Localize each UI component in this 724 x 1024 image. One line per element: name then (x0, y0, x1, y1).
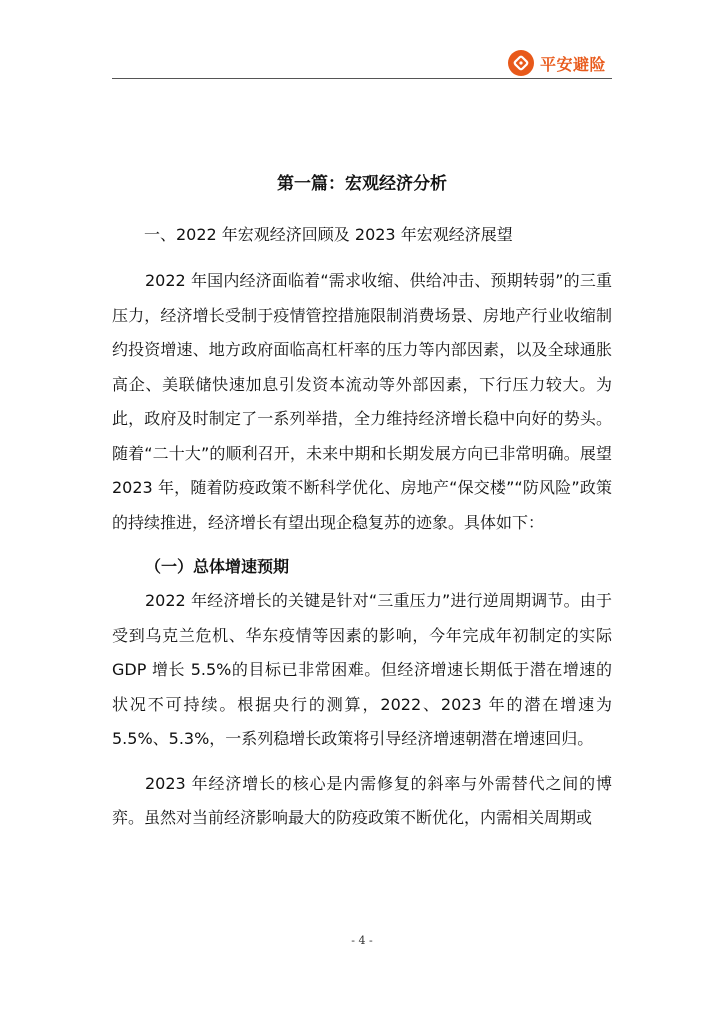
brand-name: 平安避险 (540, 54, 607, 74)
paragraph-2022-growth: 2022 年经济增长的关键是针对“三重压力”进行逆周期调节。由于受到乌克兰危机、华东疫情等因素的影响，今年完成年初制定的实际 GDP 增长 5.5%的目标已非常困难。但经济增速长期低于潜在增速的状况不可持续。根据央行的测算，2022、2023 年的潜在增速为 5.5%、5.3%，一系列稳增长政策将引导经济增速朝潜在增速回归。 (112, 591, 612, 748)
subheading-growth-expectation: （一）总体增速预期 (145, 557, 290, 576)
document-body (112, 168, 612, 846)
header-logo (508, 50, 606, 76)
brand-logo-icon (508, 50, 534, 76)
page-number: - 4 - (351, 934, 373, 947)
chapter-title: 第一篇：宏观经济分析 (277, 174, 447, 194)
section-heading: 一、2022 年宏观经济回顾及 2023 年宏观经济展望 (144, 225, 513, 244)
paragraph-overview: 2022 年国内经济面临着“需求收缩、供给冲击、预期转弱”的三重压力，经济增长受制于疫情管控措施限制消费场景、房地产行业收缩制约投资增速、地方政府面临高杠杆率的压力等内部因素，以及全球通胀高企、美联储快速加息引发资本流动等外部因素，下行压力较大。为此，政府及时制定了一系列举措，全力维持经济增长稳中向好的势头。随着“二十大”的顺利召开，未来中期和长期发展方向已非常明确。展望 2023 年，随着防疫政策不断科学优化、房地产“保交楼”“防风险”政策的持续推进，经济增长有望出现企稳复苏的迹象。具体如下： (112, 271, 612, 532)
paragraph-2023-growth: 2023 年经济增长的核心是内需修复的斜率与外需替代之间的博弈。虽然对当前经济影响最大的防疫政策不断优化，内需相关周期或 (112, 773, 612, 827)
header-divider (112, 78, 612, 79)
